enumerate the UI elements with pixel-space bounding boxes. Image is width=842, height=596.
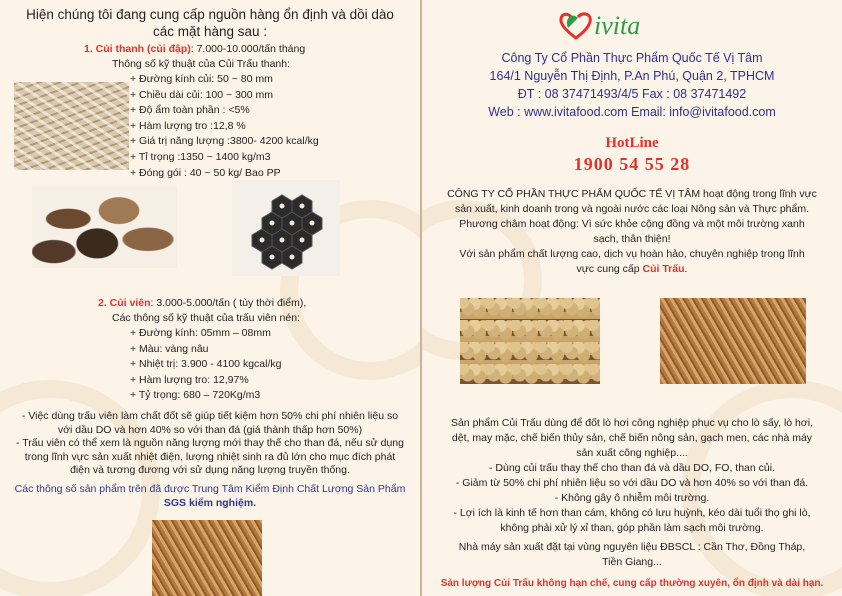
item2-spec-list (130, 326, 281, 404)
pellet-photo (152, 520, 262, 596)
spec-item: + Nhiệt trị: 3.900 - 4100 kgcal/kg (130, 358, 282, 370)
company-address: 164/1 Nguyễn Thị Định, P.An Phú, Quận 2, TPHCM (489, 69, 775, 83)
company-name: Công Ty Cổ Phần Thực Phẩm Quốc Tế Vị Tâm (501, 51, 763, 65)
company-web: Web : www.ivitafood.com Email: info@ivitafood.com (488, 105, 776, 119)
spec-item: + Hàm lượng tro :12,8 % (130, 119, 246, 132)
left-notes: - Việc dùng trấu viên làm chất đốt sẽ giúp tiết kiệm hơn 50% chi phí nhiên liệu so với dầu DO và hơn 40% so với than đá (giá thành thấp hơn 50%) - Trấu viên có thể xem là nguồn năng lượng mới thay thế cho than đá, nếu sử dụng trong lĩnh vực sản xuất nhiệt điện, lượng nhiệt sinh ra đủ lớn cho mục đích phát điện và tương đương với sử dụng năng lượng truyền thống. (16, 410, 404, 477)
spec-item: + Hàm lượng tro: 12,97% (130, 373, 249, 386)
spec-item: + Độ ẩm toàn phần : <5% (130, 104, 250, 117)
hex-briquette-photo (232, 180, 340, 276)
logo-text: ivita (594, 11, 641, 40)
factory-location: Nhà máy sản xuất đặt tại vùng nguyên liệu ĐBSCL : Cần Thơ, Đồng Tháp, Tiền Giang... (458, 541, 806, 568)
item2-title-line: 2. Củi viên: 3.000-5.000/tấn ( tùy thời điểm), (98, 297, 307, 309)
hotline-label: HotLine (605, 135, 659, 151)
spec-item: + Đường kính: 05mm – 08mm (130, 327, 271, 339)
company-contact (422, 49, 842, 121)
spec-item: + Đường kính củi: 50 ~ 80 mm (130, 73, 273, 85)
product-usage: Sản phẩm Củi Trấu dùng để đốt lò hơi công nghiệp phục vụ cho lò sấy, lò hơi, dệt, may mặc, chế biến thủy sản, chế biến nông sản, gạch men, các nhà máy sản xuất công nghiệp.... - Dùng củi trấu thay thế cho than đá và dầu DO, FO, than củi. - Giảm từ 50% chi phí nhiên liệu so với dầu DO và hơn 40% so với than đá. - Không gây ô nhiễm môi trường. - Lợi ích là kinh tế hơn than cám, không có lưu huỳnh, kéo dài tuổi thọ ghi lò, không phải xử lý xỉ than, góp phần làm sạch môi trường. (450, 417, 814, 534)
left-heading: Hiện chúng tôi đang cung cấp nguồn hàng ổn định và dồi dào các mặt hàng sau : (26, 7, 394, 39)
item2-spec-title: Các thông số kỹ thuật của trấu viên nén: (112, 312, 300, 324)
spec-item: + Tỉ trọng :1350 ~ 1400 kg/m3 (130, 150, 271, 163)
spec-item: + Chiều dài củi: 100 ~ 300 mm (130, 88, 274, 101)
spec-item: + Giá trị năng lượng :3800- 4200 kcal/kg (130, 135, 319, 148)
spec-item: + Màu: vàng nâu (130, 342, 209, 355)
left-page (0, 0, 420, 596)
ivita-logo (558, 8, 738, 44)
sawdust-photo (14, 82, 129, 170)
company-intro: CÔNG TY CỔ PHẦN THỰC PHẨM QUỐC TẾ VỊ TÂM hoạt động trong lĩnh vực sản xuất, kinh doanh trong và ngoài nước các loại Nông sản và Thực phẩm. Phương châm hoạt động: Vì sức khỏe cộng đồng và một môi trường xanh sạch, thân thiện! Với sản phẩm chất lượng cao, dịch vụ hoàn hảo, chuyên nghiệp trong lĩnh vực cung cấp Củi Trấu. (447, 188, 817, 275)
company-phone: ĐT : 08 37471493/4/5 Fax : 08 37471492 (517, 87, 747, 101)
spec-item: + Đóng gói : 40 ~ 50 kg/ Bao PP (130, 166, 281, 179)
item1-spec-list (130, 72, 319, 181)
stacked-logs-photo (460, 298, 600, 384)
spec-item: + Tỷ trọng: 680 – 720Kg/m3 (130, 389, 261, 401)
pellets-closeup-photo (660, 298, 806, 384)
sgs-certification: Các thông số sản phẩm trên đã được Trung Tâm Kiểm Định Chất Lượng Sản Phẩm SGS kiểm nghiệm. (14, 483, 406, 509)
item1-spec-title: Thông số kỹ thuật của Củi Trấu thanh: (112, 58, 291, 70)
footer-highlight: Sản lượng Củi Trấu không hạn chế, cung cấp thường xuyên, ổn định và dài hạn. (440, 578, 824, 589)
charcoal-chunks-photo (32, 186, 177, 268)
hotline-number: 1900 54 55 28 (573, 154, 691, 174)
item1-title-line: 1. Củi thanh (củi đập): 7.000-10.000/tấn tháng (84, 43, 306, 55)
